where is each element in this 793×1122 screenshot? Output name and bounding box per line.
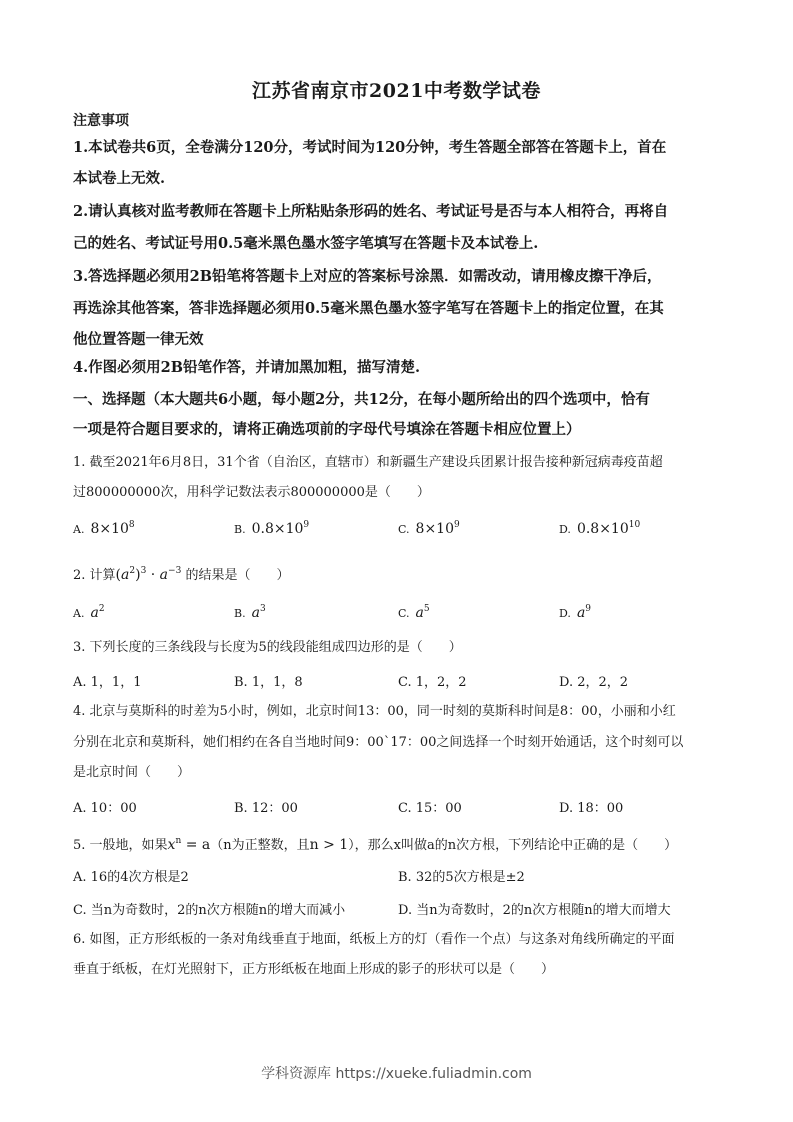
option-c: C. $a^5$ bbox=[398, 604, 430, 621]
option-c: C. 15：00 bbox=[398, 801, 462, 816]
option-b: B. 1，1，8 bbox=[234, 675, 303, 690]
question-1-text-cont: 过800000000次，用科学记数法表示800000000是（ ） bbox=[73, 485, 430, 500]
option-c: C. $8\times 10^9$ bbox=[398, 520, 460, 537]
option-d: D. 18：00 bbox=[559, 801, 624, 816]
option-b: B. 12：00 bbox=[234, 801, 298, 816]
option-d: D. $a^9$ bbox=[559, 604, 592, 621]
option-d: D. $0.8\times 10^{10}$ bbox=[559, 520, 641, 537]
notice-line: 2.请认真核对监考教师在答题卡上所粘贴条形码的姓名、考试证号是否与本人相符合，再将自 bbox=[73, 203, 669, 220]
question-2-text: 2. 计算$(a^2)^3 \cdot a^{-3}$ 的结果是（ ） bbox=[73, 566, 290, 583]
notice-line: 3.答选择题必须用2B铅笔将答题卡上对应的答案标号涂黑．如需改动，请用橡皮擦干净后， bbox=[73, 268, 662, 285]
question-6-text: 6. 如图，正方形纸板的一条对角线垂直于地面，纸板上方的灯（看作一个点）与这条对角线所确定的平面 bbox=[73, 932, 675, 947]
option-a: A. $8\times 10^8$ bbox=[73, 520, 135, 537]
option-d: D. 当n为奇数时，2的n次方根随n的增大而增大 bbox=[398, 903, 671, 918]
notice-line: 己的姓名、考试证号用0.5毫米黑色墨水签字笔填写在答题卡及本试卷上. bbox=[73, 235, 539, 252]
question-5-text: 5. 一般地，如果$x^n = a(n$为正整数，且n > 1），那么x叫做a的n次方根，下列结论中正确的是（ ） bbox=[73, 836, 678, 853]
question-5-options-row1 bbox=[73, 866, 733, 890]
question-4-text: 4. 北京与莫斯科的时差为5小时，例如，北京时间13：00，同一时刻的莫斯科时间是8：00，小丽和小红 bbox=[73, 704, 676, 719]
question-3-text: 3. 下列长度的三条线段与长度为5的线段能组成四边形的是（ ） bbox=[73, 640, 462, 655]
notice-line: 4.作图必须用2B铅笔作答，并请加黑加粗，描写清楚. bbox=[73, 359, 421, 376]
option-a: A. $a^2$ bbox=[73, 604, 105, 621]
question-4-text-cont: 分别在北京和莫斯科，她们相约在各自当地时间9：00`17：00之间选择一个时刻开始通话，这个时刻可以 bbox=[73, 735, 684, 750]
question-5-options-row2 bbox=[73, 899, 733, 923]
question-4-text-cont: 是北京时间（ ） bbox=[73, 765, 191, 780]
option-b: B. $a^3$ bbox=[234, 604, 266, 621]
option-a: A. 16的4次方根是2 bbox=[73, 870, 189, 885]
notice-heading: 注意事项 bbox=[73, 113, 129, 129]
section-heading: 一、选择题（本大题共6小题，每小题2分，共12分，在每小题所给出的四个选项中，恰有 bbox=[73, 391, 650, 408]
question-6-text-cont: 垂直于纸板，在灯光照射下，正方形纸板在地面上形成的影子的形状可以是（ ） bbox=[73, 962, 555, 977]
question-3-options bbox=[73, 671, 733, 695]
option-c: C. 当n为奇数时，2的n次方根随n的增大而减小 bbox=[73, 903, 346, 918]
question-4-options bbox=[73, 797, 733, 821]
notice-line: 本试卷上无效. bbox=[73, 170, 166, 187]
question-1-text: 1. 截至2021年6月8日，31个省（自治区，直辖市）和新疆生产建设兵团累计报告接种新冠病毒疫苗超 bbox=[73, 455, 663, 470]
notice-line: 他位置答题一律无效 bbox=[73, 331, 204, 348]
option-b: B. $0.8\times 10^9$ bbox=[234, 520, 310, 537]
section-heading-cont: 一项是符合题目要求的，请将正确选项前的字母代号填涂在答题卡相应位置上） bbox=[73, 421, 581, 438]
option-a: A. 1，1，1 bbox=[73, 675, 142, 690]
footer-watermark: 学科资源库 https://xueke.fuliadmin.com bbox=[261, 1066, 532, 1082]
question-1-options bbox=[73, 520, 733, 544]
option-a: A. 10：00 bbox=[73, 801, 137, 816]
option-d: D. 2，2，2 bbox=[559, 675, 629, 690]
page-title: 江苏省南京市2021中考数学试卷 bbox=[252, 80, 541, 102]
option-b: B. 32的5次方根是±2 bbox=[398, 870, 525, 885]
option-c: C. 1，2，2 bbox=[398, 675, 467, 690]
question-2-options bbox=[73, 604, 733, 628]
notice-line: 再选涂其他答案，答非选择题必须用0.5毫米黑色墨水签字笔写在答题卡上的指定位置，在其 bbox=[73, 300, 664, 317]
notice-line: 1.本试卷共6页，全卷满分120分，考试时间为120分钟，考生答题全部答在答题卡上，首在 bbox=[73, 139, 667, 156]
